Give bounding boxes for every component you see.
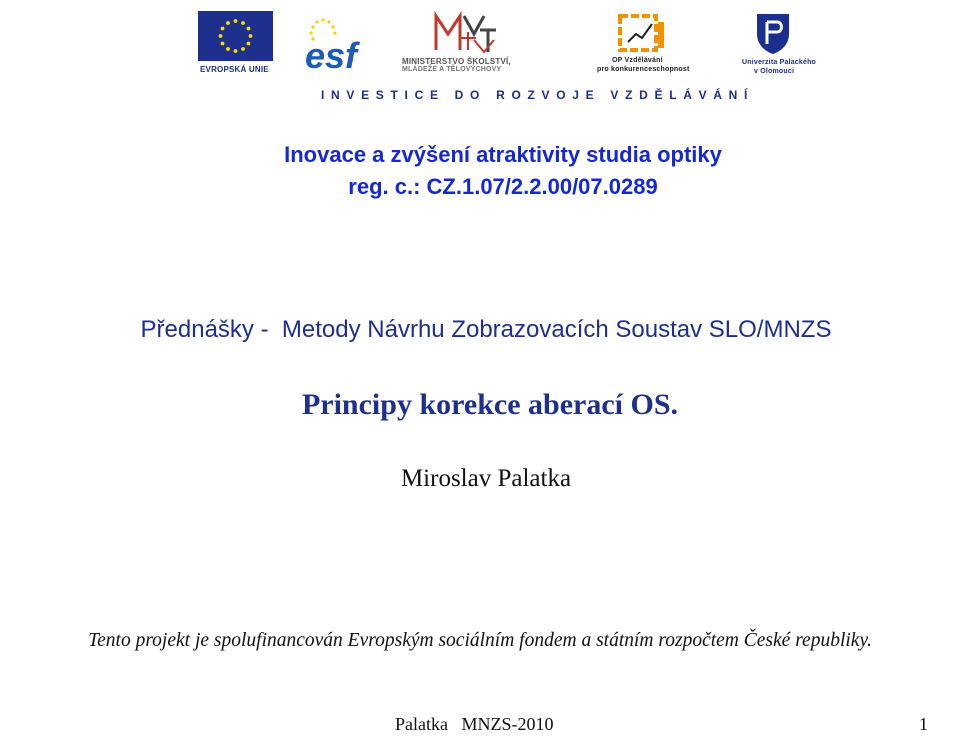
eu-star-icon <box>241 47 245 51</box>
op-caption-line2: pro konkurenceschopnost <box>597 66 690 73</box>
msmt-logo <box>430 10 500 54</box>
upol-caption-line1: Univerzita Palackého <box>742 59 817 66</box>
footer-label: Palatka MNZS-2010 <box>395 714 554 734</box>
upol-caption-line2: v Olomouci <box>754 68 795 75</box>
eu-caption: EVROPSKÁ UNIE <box>200 65 269 74</box>
lectures-heading: Přednášky - Metody Návrhu Zobrazovacích Soustav SLO/MNZS <box>140 316 832 343</box>
upol-logo <box>753 12 793 56</box>
eu-star-icon <box>234 19 238 23</box>
eu-star-icon <box>247 42 251 46</box>
eu-star-icon <box>221 42 225 46</box>
page-number: 1 <box>919 714 928 734</box>
eu-star-icon <box>241 21 245 25</box>
op-vk-logo <box>616 12 666 54</box>
op-caption-line1: OP Vzdělávání <box>612 57 663 64</box>
document-title: Inovace a zvýšení atraktivity studia optiky <box>284 142 722 167</box>
registration-number: reg. c.: CZ.1.07/2.2.00/07.0289 <box>348 174 658 199</box>
svg-text:esf: esf <box>305 35 358 72</box>
eu-star-icon <box>234 49 238 53</box>
funding-note: Tento projekt je spolufinancován Evropským sociálním fondem a státním rozpočtem České republiky. <box>88 630 872 651</box>
topic-heading: Principy korekce aberací OS. <box>301 388 679 421</box>
eu-star-icon <box>219 34 223 38</box>
eu-star-icon <box>226 21 230 25</box>
eu-star-icon <box>221 27 225 31</box>
author-name: Miroslav Palatka <box>400 465 572 492</box>
eu-star-icon <box>226 47 230 51</box>
esf-logo <box>305 16 371 72</box>
eu-star-icon <box>249 34 253 38</box>
slogan-banner: INVESTICE DO ROZVOJE VZDĚLÁVÁNÍ <box>321 88 755 102</box>
msmt-caption-line2: MLÁDEŽE A TĚLOVÝCHOVY <box>402 66 502 73</box>
eu-flag-logo <box>198 11 273 61</box>
msmt-caption-line1: MINISTERSTVO ŠKOLSTVÍ, <box>402 57 511 66</box>
eu-star-icon <box>247 27 251 31</box>
